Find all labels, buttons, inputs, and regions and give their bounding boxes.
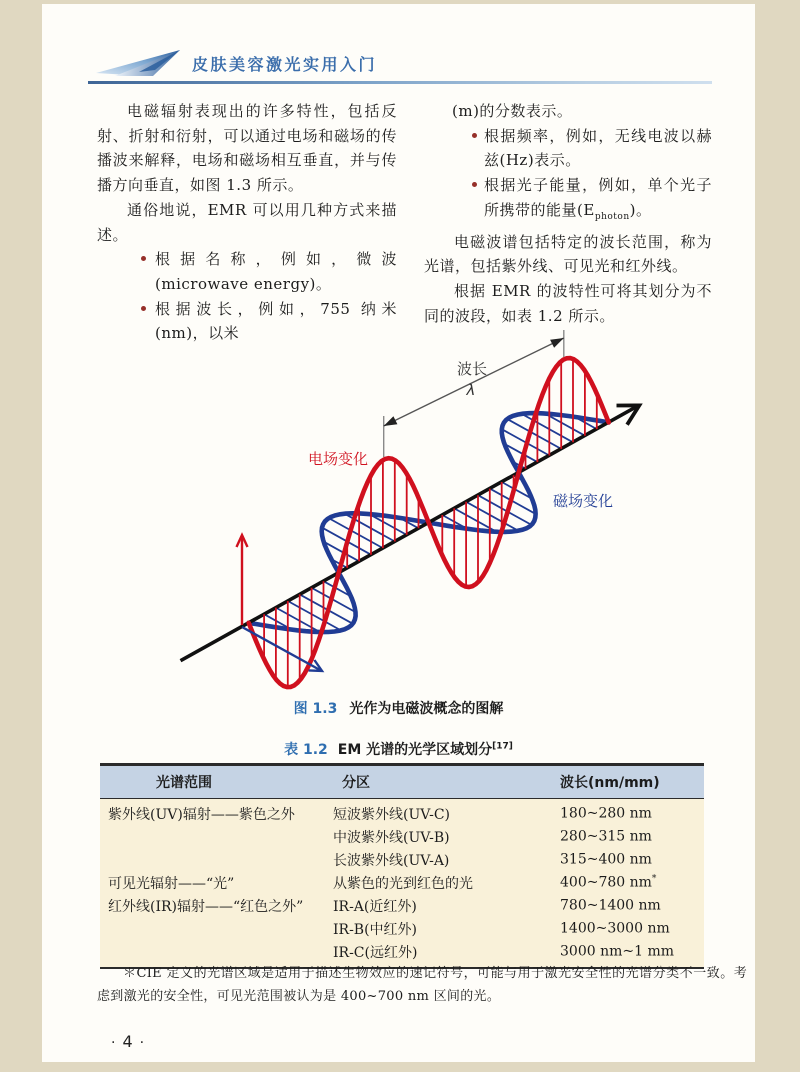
list-item-text: 根据波长，例如，755 纳米(nm)，以米 bbox=[155, 299, 397, 343]
table-cell-wavelength: 400~780 nm* bbox=[560, 874, 657, 891]
list-item-text: 根据光子能量，例如，单个光子所携带的能量$(E_{photon})$。 bbox=[484, 176, 712, 222]
table-cell-zone: 从紫色的光到红色的光 bbox=[333, 875, 473, 892]
figure-caption-text: 光作为电磁波概念的图解 bbox=[349, 701, 504, 717]
table-row bbox=[100, 825, 704, 848]
table-row bbox=[100, 894, 704, 917]
table-cell-wavelength: 3000 nm~1 mm bbox=[560, 943, 675, 960]
table-cell-wavelength: 780~1400 nm bbox=[560, 897, 661, 914]
list-item-photon-energy bbox=[424, 173, 712, 229]
page-number: · 4 · bbox=[111, 1032, 145, 1051]
paragraph-emr-described: 通俗地说，EMR 可以用几种方式来描述。 bbox=[97, 200, 397, 244]
table-cell-range: 紫外线(UV)辐射——紫色之外 bbox=[108, 806, 295, 823]
list-item-continuation: (m)的分数表示。 bbox=[452, 102, 573, 120]
book-title: 皮肤美容激光实用入门 bbox=[192, 54, 378, 74]
table-title-ref: [17] bbox=[492, 741, 513, 752]
table-title bbox=[42, 739, 755, 759]
table-header-row bbox=[100, 766, 704, 799]
em-wave-figure bbox=[140, 330, 660, 700]
dimension-arrowhead-icon bbox=[384, 416, 398, 426]
paragraph-emr-properties: 电磁辐射表现出的许多特性，包括反射、折射和衍射，可以通过电场和磁场的传播波来解释，电场和磁场相互垂直，并与传播方向垂直，如图 1.3 所示。 bbox=[97, 102, 397, 195]
bullet-dot bbox=[141, 256, 146, 261]
list-item-frequency bbox=[424, 124, 712, 173]
wavelength-label: 波长 bbox=[456, 360, 488, 378]
column-left bbox=[97, 99, 397, 346]
photon-subscript: photon bbox=[594, 211, 630, 222]
paragraph-wavebands: 根据 EMR 的波特性可将其划分为不同的波段，如表 1.2 所示。 bbox=[424, 281, 712, 325]
table-title-number: 表 1.2 bbox=[284, 742, 328, 758]
list-item-text: 根据频率，例如，无线电波以赫兹(Hz)表示。 bbox=[484, 126, 712, 170]
book-page bbox=[42, 4, 755, 1062]
spectrum-table bbox=[100, 763, 704, 969]
table-row bbox=[100, 848, 704, 871]
figure-caption-number: 图 1.3 bbox=[293, 701, 338, 717]
page-number-value: 4 bbox=[122, 1032, 133, 1051]
table-body bbox=[100, 799, 704, 967]
table-cell-range: 可见光辐射——“光” bbox=[108, 875, 235, 892]
electric-field-wave bbox=[249, 358, 609, 687]
paragraph-spectrum: 电磁波谱包括特定的波长范围，称为光谱，包括紫外线、可见光和红外线。 bbox=[424, 232, 712, 276]
table-row bbox=[100, 802, 704, 825]
table-cell-wavelength: 180~280 nm bbox=[560, 805, 652, 822]
table-row bbox=[100, 871, 704, 894]
column-right bbox=[424, 99, 712, 346]
table-cell-zone: 长波紫外线(UV-A) bbox=[333, 852, 450, 869]
table-row bbox=[100, 940, 704, 963]
bullet-dot bbox=[472, 133, 477, 138]
text-columns bbox=[97, 99, 712, 346]
dimension-arrowhead-icon bbox=[550, 338, 564, 348]
list-item-name bbox=[97, 247, 397, 296]
table-cell-zone: IR-B(中红外) bbox=[333, 921, 418, 938]
efield-label: 电场变化 bbox=[308, 450, 369, 468]
table-cell-zone: 短波紫外线(UV-C) bbox=[333, 806, 450, 823]
footnote: ＊CIE 定义的光谱区域是适用于描述生物效应的速记符号，可能与用于激光安全性的光谱分类不一致。考虑到激光的安全性，可见光范围被认为是 400~700 nm 区间的光。 bbox=[97, 966, 747, 1004]
table-cell-zone: 中波紫外线(UV-B) bbox=[333, 829, 450, 846]
figure-caption bbox=[42, 698, 755, 718]
table-row bbox=[100, 917, 704, 940]
table-cell-wavelength: 315~400 nm bbox=[560, 851, 652, 868]
lambda-label: λ bbox=[466, 381, 476, 399]
table-header-cell: 波长(nm/mm) bbox=[560, 775, 660, 791]
table-cell-wavelength: 280~315 nm bbox=[560, 828, 652, 845]
header-rule bbox=[88, 81, 712, 84]
table-cell-zone: IR-A(近红外) bbox=[333, 898, 417, 915]
list-item-text: 根据名称，例如，微波(microwave energy)。 bbox=[155, 250, 397, 293]
table-cell-range: 红外线(IR)辐射——“红色之外” bbox=[108, 898, 304, 915]
table-cell-zone: IR-C(远红外) bbox=[333, 944, 418, 961]
bfield-label: 磁场变化 bbox=[553, 492, 614, 510]
table-title-text: EM 光谱的光学区域划分 bbox=[337, 742, 493, 758]
table-header-cell: 分区 bbox=[342, 775, 370, 791]
swoosh-logo-icon bbox=[95, 48, 183, 78]
bullet-dot bbox=[472, 182, 477, 187]
bullet-dot bbox=[141, 306, 146, 311]
page-header bbox=[95, 48, 377, 78]
table-header-cell: 光谱范围 bbox=[156, 775, 212, 791]
table-cell-wavelength: 1400~3000 nm bbox=[560, 920, 670, 937]
